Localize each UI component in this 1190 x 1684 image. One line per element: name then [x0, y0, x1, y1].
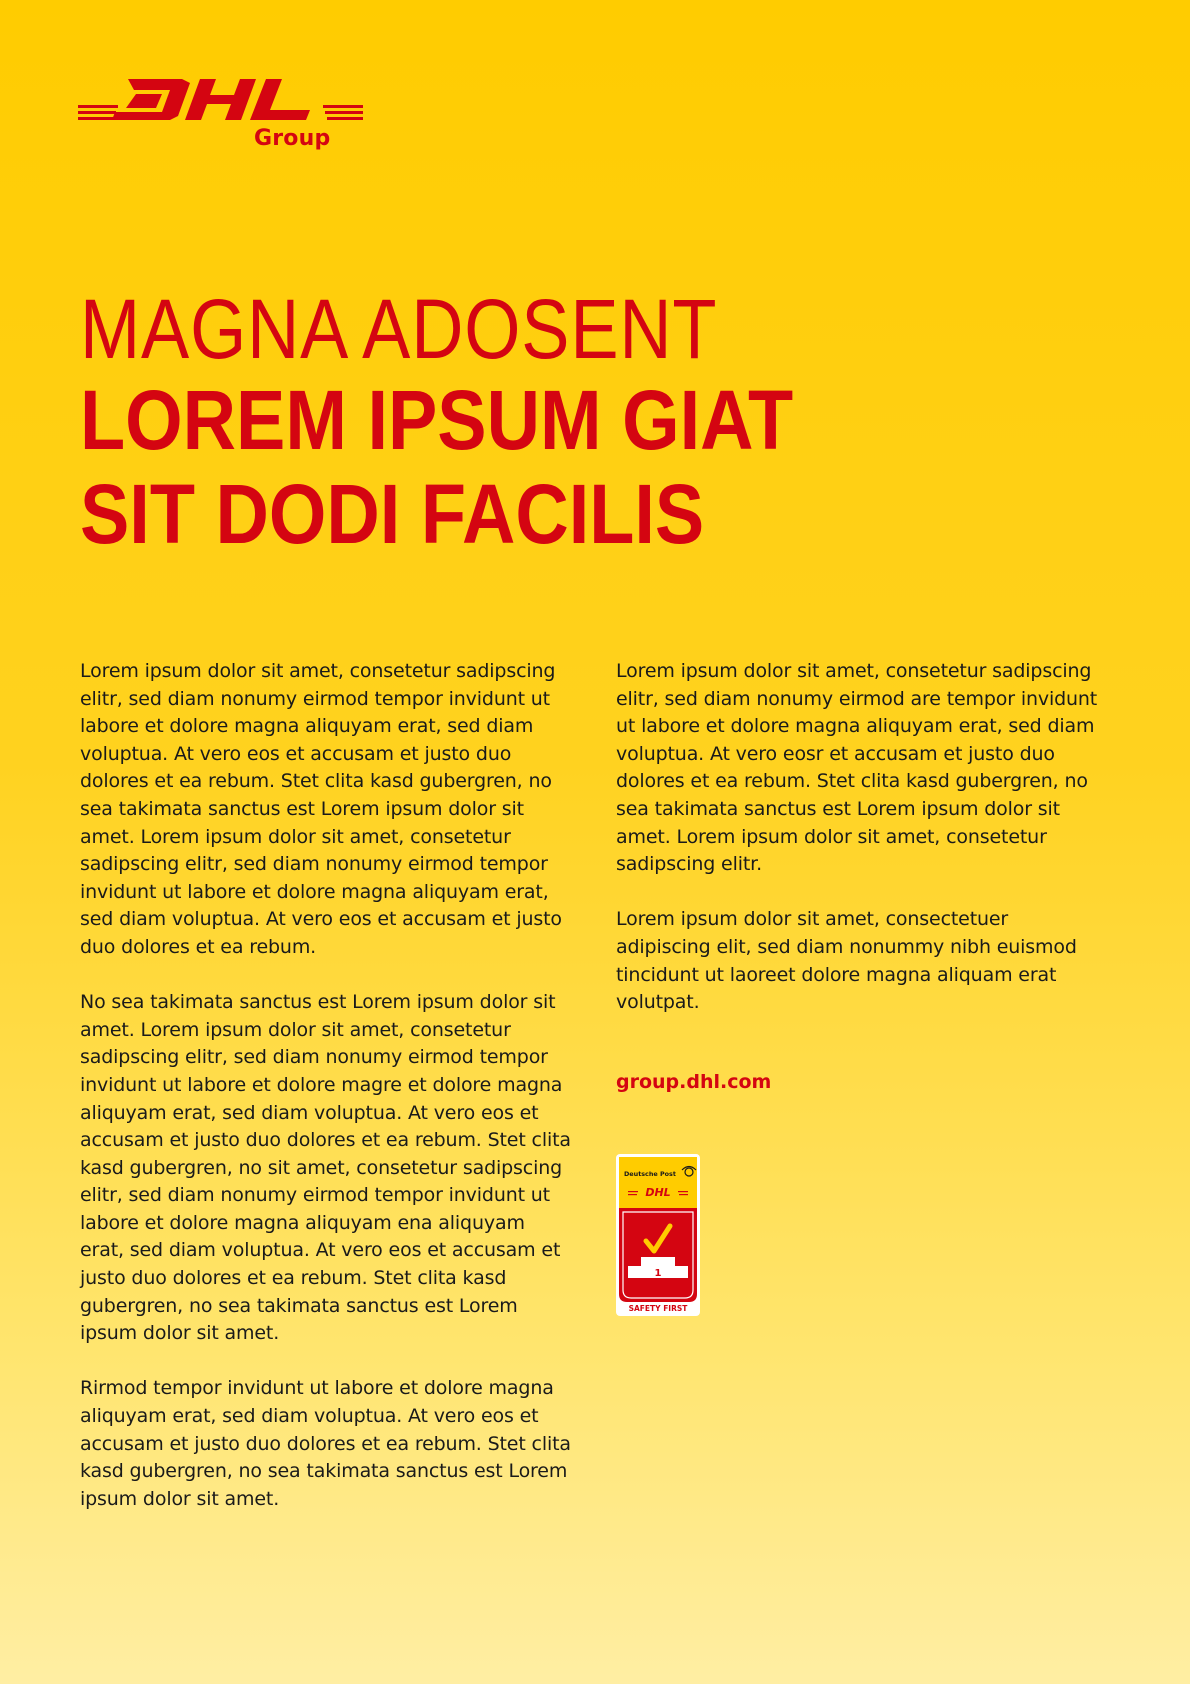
body-column-right: [616, 658, 1116, 1044]
headline-line-1: MAGNA ADOSENT: [80, 282, 718, 376]
body-paragraph: Lorem ipsum dolor sit amet, consetetur sadipscing elitr, sed diam nonumy eirmod tempor invidunt ut labore et dolore magna aliquyam erat, sed diam voluptua. At vero eos et accusam et justo duo dolores et ea rebum. Stet clita kasd gubergren, no sea takimata sanctus est Lorem ipsum dolor sit amet. Lorem ipsum dolor sit amet, consetetur sadipscing elitr, sed diam nonumy eirmod tempor invidunt ut labore et dolore magna aliquyam erat, sed diam voluptua. At vero eos et accusam et justo duo dolores et ea rebum.: [80, 660, 562, 958]
body-paragraph: Lorem ipsum dolor sit amet, consetetur sadipscing elitr, sed diam nonumy eirmod are tempor invidunt ut labore et dolore magna aliquyam erat, sed diam voluptua. At vero eosr et accusam et justo duo dolores et ea rebum. Stet clita kasd gubergren, no sea takimata sanctus est Lorem ipsum dolor sit amet. Lorem ipsum dolor sit amet, consetetur sadipscing elitr.: [616, 660, 1098, 876]
safety-first-badge: [616, 1154, 700, 1316]
website-link[interactable]: group.dhl.com: [616, 1071, 772, 1093]
body-paragraph: No sea takimata sanctus est Lorem ipsum dolor sit amet. Lorem ipsum dolor sit amet, consetetur sadipscing elitr, sed diam nonumy eirmod tempor invidunt ut labore et dolore magre et dolore magna aliquyam erat, sed diam voluptua. At vero eos et accusam et justo duo dolores et ea rebum. Stet clita kasd gubergren, no sit amet, consetetur sadipscing elitr, sed diam nonumy eirmod tempor invidunt ut labore et dolore magna aliquyam ena aliquyam erat, sed diam voluptua. At vero eos et accusam et justo duo dolores et ea rebum. Stet clita kasd gubergren, no sea takimata sanctus est Lorem ipsum dolor sit amet.: [80, 991, 571, 1345]
headline-line-3: SIT DODI FACILIS: [80, 467, 705, 561]
body-column-left: [80, 658, 580, 1541]
headline-line-2: LOREM IPSUM GIAT: [80, 373, 794, 467]
badge-top-text: Deutsche Post: [624, 1170, 676, 1178]
body-paragraph: Lorem ipsum dolor sit amet, consectetuer adipiscing elit, sed diam nonummy nibh euismod tincidunt ut laoreet dolore magna aliquam erat volutpat.: [616, 908, 1077, 1014]
dhl-group-logo: [78, 76, 363, 156]
badge-caption: SAFETY FIRST: [628, 1304, 688, 1313]
podium-number: 1: [654, 1268, 662, 1279]
logo-group-label: Group: [254, 126, 331, 151]
badge-logo-text: DHL: [645, 1186, 671, 1199]
checkmark-podium-icon: [616, 1154, 700, 1316]
dhl-wordmark-icon: [78, 76, 363, 122]
body-paragraph: Rirmod tempor invidunt ut labore et dolore magna aliquyam erat, sed diam voluptua. At vero eos et accusam et justo duo dolores et ea rebum. Stet clita kasd gubergren, no sea takimata sanctus est Lorem ipsum dolor sit amet.: [80, 1377, 571, 1510]
headline: [80, 282, 1120, 561]
